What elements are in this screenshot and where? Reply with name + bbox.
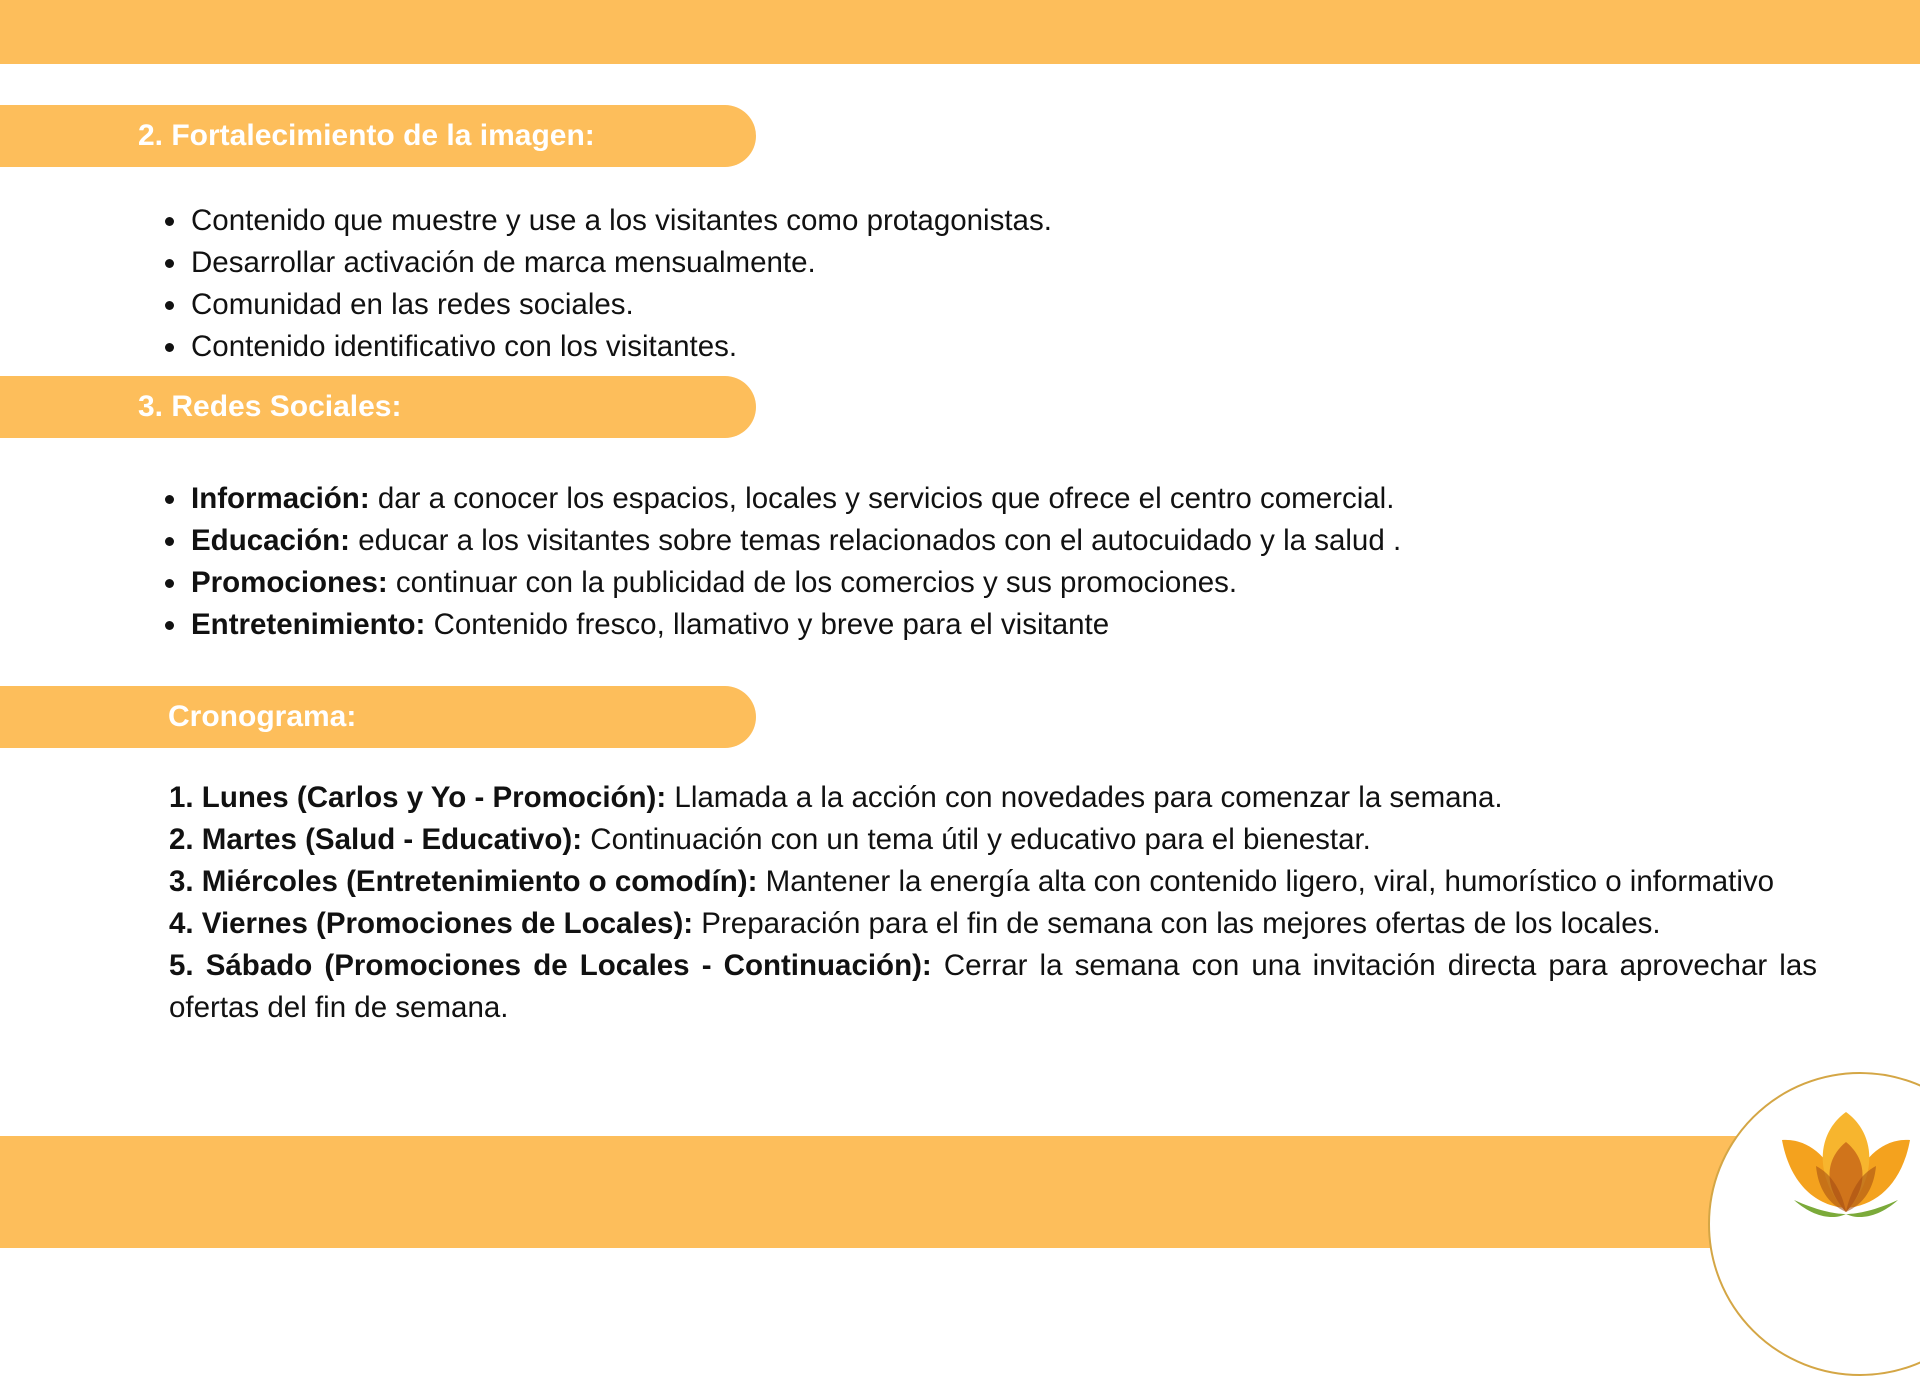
bottom-banner-band xyxy=(0,1136,1920,1248)
item-text: Mantener la energía alta con contenido ligero, viral, humorístico o informativo xyxy=(757,865,1775,898)
schedule-item xyxy=(169,819,1817,861)
item-term: 1. Lunes (Carlos y Yo - Promoción): xyxy=(169,781,667,814)
fortalecimiento-list xyxy=(162,200,1052,368)
item-term: 5. Sábado (Promociones de Locales - Continuación): xyxy=(169,949,932,982)
item-term: Promociones: xyxy=(191,566,388,599)
section-heading-cronograma xyxy=(0,686,756,748)
list-item: • Desarrollar activación de marca mensualmente. xyxy=(189,242,1052,284)
item-term: Información: xyxy=(191,482,370,515)
list-item xyxy=(189,520,1401,562)
section-heading-redes-sociales xyxy=(0,376,756,438)
lotus-flower-icon xyxy=(1776,1108,1916,1228)
item-term: Entretenimiento: xyxy=(191,608,426,641)
list-item: • Contenido que muestre y use a los visitantes como protagonistas. xyxy=(189,200,1052,242)
section-heading-text: Cronograma: xyxy=(168,700,357,733)
list-item: • Comunidad en las redes sociales. xyxy=(189,284,1052,326)
item-text: Preparación para el fin de semana con las mejores ofertas de los locales. xyxy=(693,907,1661,940)
item-term: 3. Miércoles (Entretenimiento o comodín): xyxy=(169,865,758,898)
item-text: Continuación con un tema útil y educativo para el bienestar. xyxy=(582,823,1371,856)
item-term: 4. Viernes (Promociones de Locales): xyxy=(169,907,694,940)
cronograma-list xyxy=(169,777,1817,1029)
schedule-item xyxy=(169,777,1817,819)
redes-sociales-list xyxy=(162,478,1401,646)
schedule-item xyxy=(169,945,1817,1029)
section-heading-text: 2. Fortalecimiento de la imagen: xyxy=(138,119,595,152)
schedule-item xyxy=(169,903,1817,945)
item-text: dar a conocer los espacios, locales y servicios que ofrece el centro comercial. xyxy=(369,482,1395,515)
item-term: Educación: xyxy=(191,524,350,557)
item-text: Cerrar la semana con una invitación directa para aprovechar las ofertas del fin de semana. xyxy=(169,949,1817,1024)
item-text: Llamada a la acción con novedades para comenzar la semana. xyxy=(666,781,1503,814)
item-term: 2. Martes (Salud - Educativo): xyxy=(169,823,583,856)
item-text: Contenido fresco, llamativo y breve para el visitante xyxy=(425,608,1110,641)
item-text: educar a los visitantes sobre temas relacionados con el autocuidado y la salud . xyxy=(350,524,1402,557)
section-heading-text: 3. Redes Sociales: xyxy=(138,390,402,423)
list-item xyxy=(189,562,1401,604)
item-text: continuar con la publicidad de los comercios y sus promociones. xyxy=(387,566,1238,599)
list-item: • Contenido identificativo con los visitantes. xyxy=(189,326,1052,368)
section-heading-fortalecimiento xyxy=(0,105,756,167)
schedule-item xyxy=(169,861,1817,903)
top-banner-band xyxy=(0,0,1920,64)
list-item xyxy=(189,478,1401,520)
list-item xyxy=(189,604,1401,646)
